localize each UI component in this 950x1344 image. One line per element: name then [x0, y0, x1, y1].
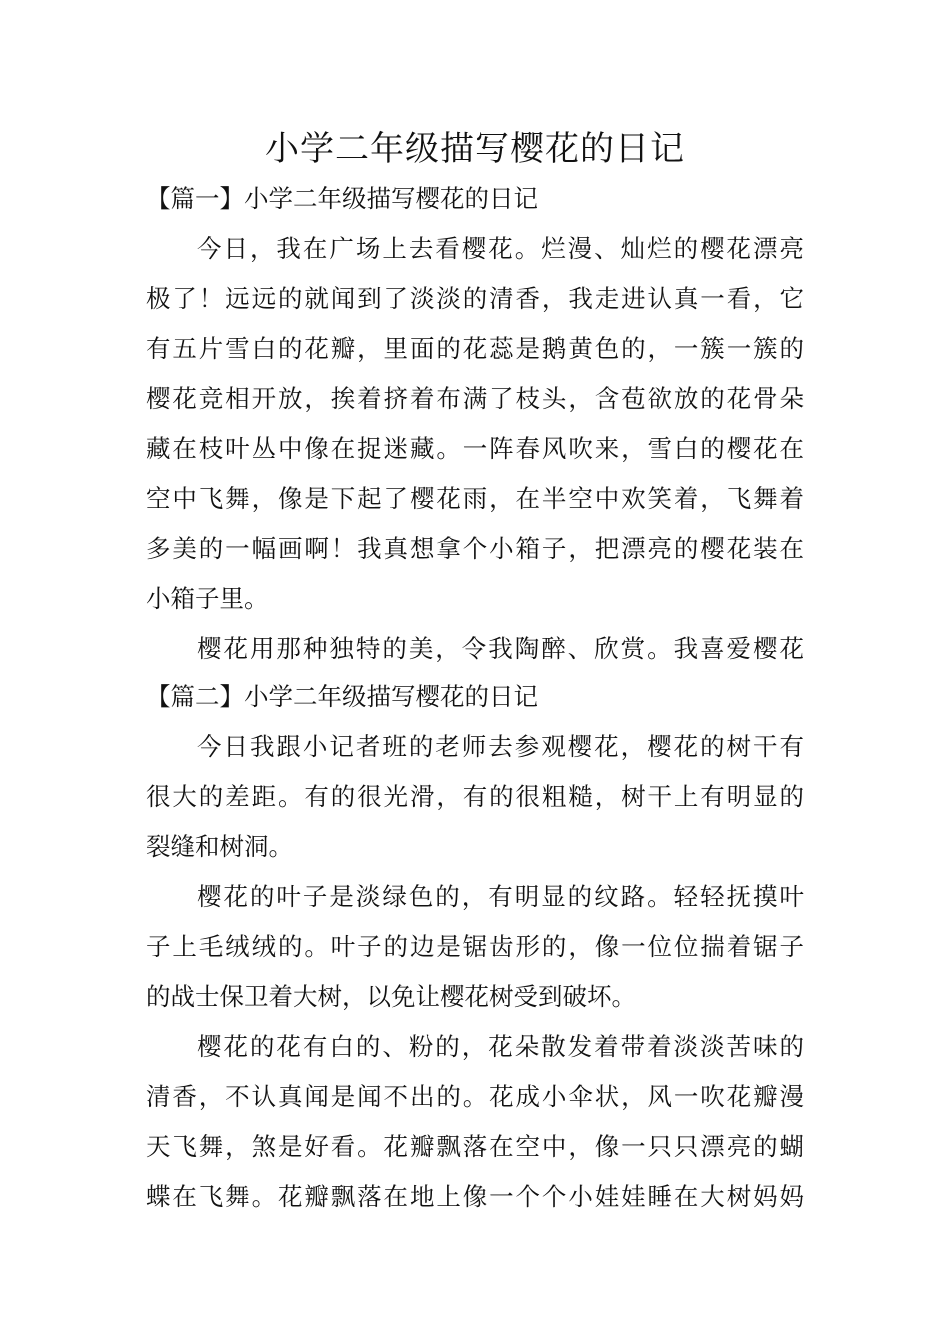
- paragraph-line: 多美的一幅画啊！我真想拿个小箱子，把漂亮的樱花装在: [146, 534, 804, 563]
- page-title: 小学二年级描写樱花的日记: [265, 129, 685, 169]
- paragraph-line: 蝶在飞舞。花瓣飘落在地上像一个个小娃娃睡在大树妈妈: [146, 1182, 804, 1211]
- paragraph-line: 很大的差距。有的很光滑，有的很粗糙，树干上有明显的: [146, 782, 804, 811]
- paragraph-line: 的战士保卫着大树，以免让樱花树受到破坏。: [146, 982, 636, 1011]
- paragraph-line: 小箱子里。: [146, 584, 269, 613]
- paragraph-line: 樱花的叶子是淡绿色的，有明显的纹路。轻轻抚摸叶: [197, 882, 804, 911]
- paragraph-line: 空中飞舞，像是下起了樱花雨，在半空中欢笑着，飞舞着: [146, 484, 804, 513]
- paragraph-line: 樱花竞相开放，挨着挤着布满了枝头，含苞欲放的花骨朵: [146, 384, 804, 413]
- paragraph-line: 樱花的花有白的、粉的，花朵散发着带着淡淡苦味的: [197, 1032, 804, 1061]
- paragraph-line: 子上毛绒绒的。叶子的边是锯齿形的，像一位位揣着锯子: [146, 932, 804, 961]
- paragraph-line: 樱花用那种独特的美，令我陶醉、欣赏。我喜爱樱花: [197, 634, 804, 663]
- paragraph-line: 清香，不认真闻是闻不出的。花成小伞状，风一吹花瓣漫: [146, 1082, 804, 1111]
- paragraph-line: 裂缝和树洞。: [146, 832, 293, 861]
- section-heading: 【篇一】小学二年级描写樱花的日记: [146, 184, 538, 213]
- paragraph-line: 今日我跟小记者班的老师去参观樱花，樱花的树干有: [197, 732, 804, 761]
- paragraph-line: 藏在枝叶丛中像在捉迷藏。一阵春风吹来，雪白的樱花在: [146, 434, 804, 463]
- paragraph-line: 天飞舞，煞是好看。花瓣飘落在空中，像一只只漂亮的蝴: [146, 1132, 804, 1161]
- paragraph-line: 极了！远远的就闻到了淡淡的清香，我走进认真一看，它: [146, 284, 804, 313]
- paragraph-line: 有五片雪白的花瓣，里面的花蕊是鹅黄色的，一簇一簇的: [146, 334, 804, 363]
- section-heading: 【篇二】小学二年级描写樱花的日记: [146, 682, 538, 711]
- paragraph-line: 今日，我在广场上去看樱花。烂漫、灿烂的樱花漂亮: [197, 234, 804, 263]
